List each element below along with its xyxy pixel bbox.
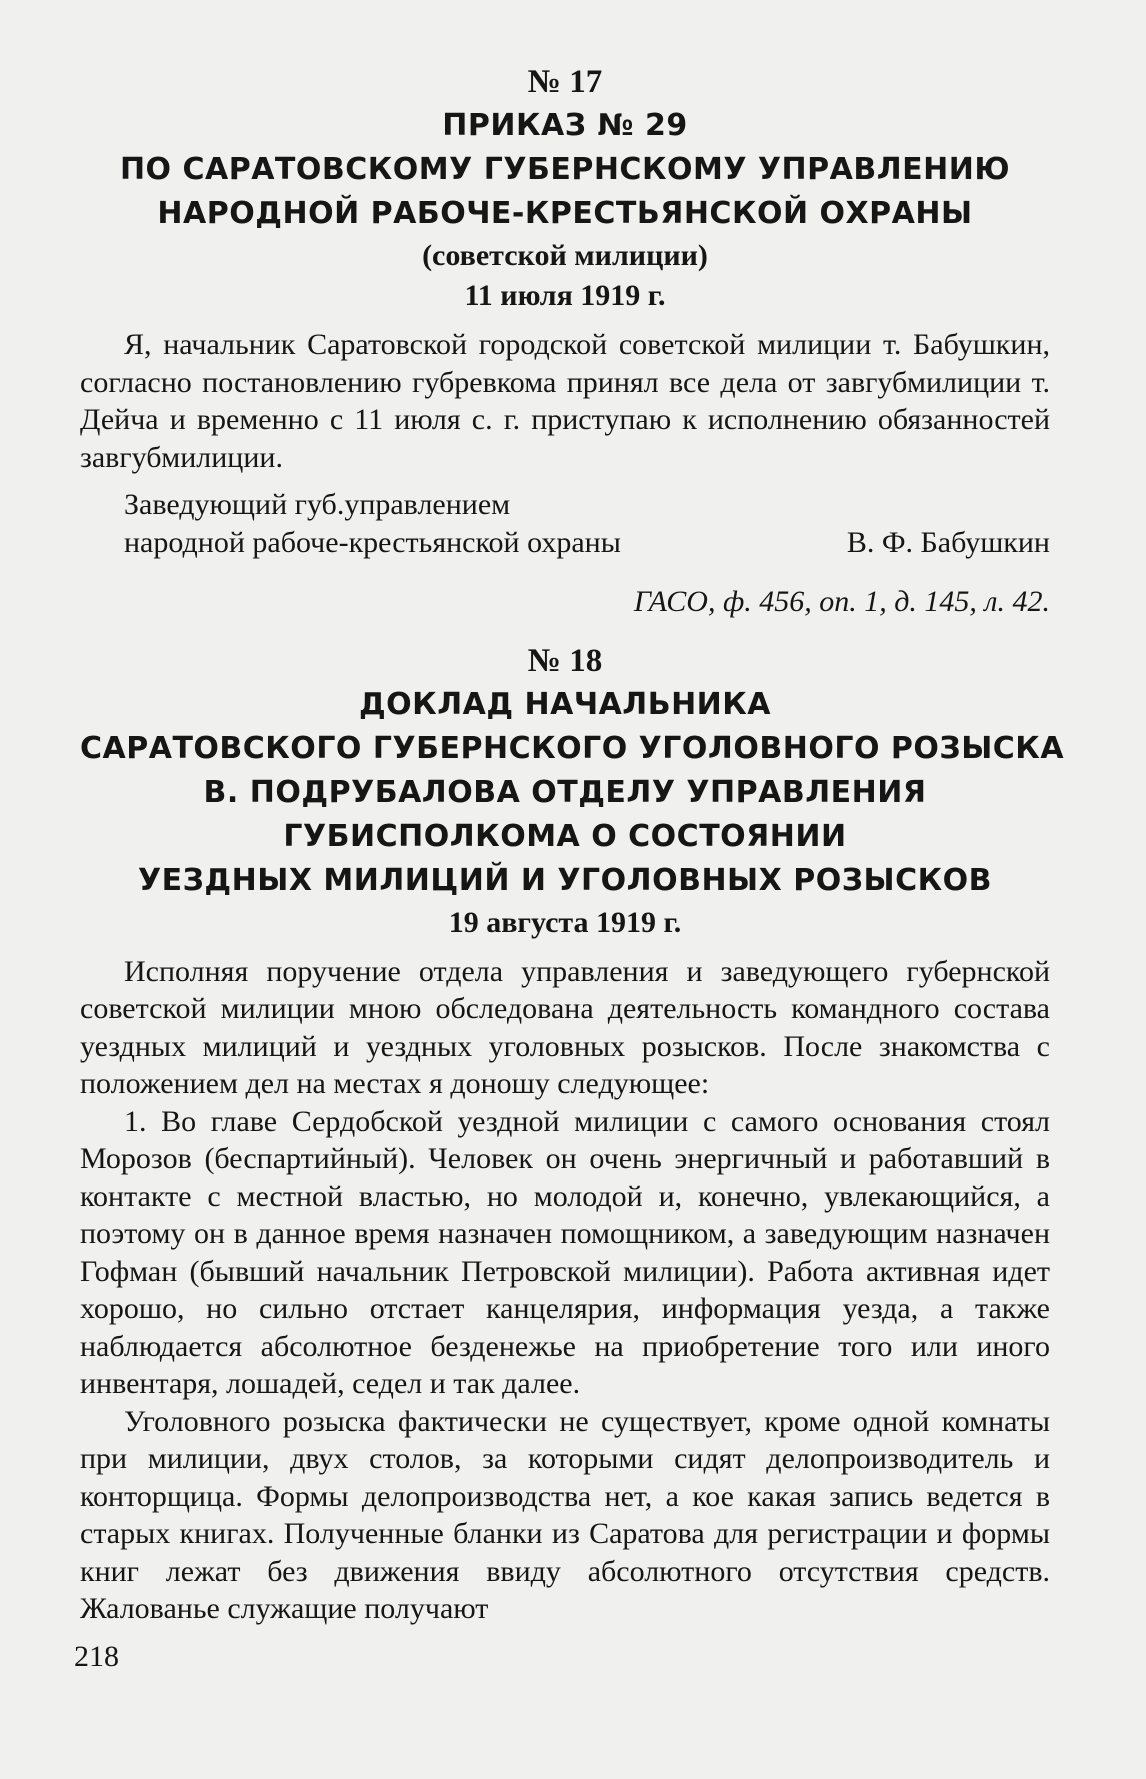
page-number: 218 bbox=[74, 1640, 119, 1673]
doc18-title-line5: УЕЗДНЫХ МИЛИЦИЙ И УГОЛОВНЫХ РОЗЫСКОВ bbox=[137, 862, 993, 898]
page-content bbox=[80, 60, 1065, 1628]
doc17-subtitle: (советской милиции) bbox=[422, 239, 708, 272]
document-18 bbox=[80, 639, 1065, 1628]
doc18-date: 19 августа 1919 г. bbox=[448, 905, 682, 939]
doc18-title-line1: ДОКЛАД НАЧАЛЬНИКА bbox=[358, 686, 772, 722]
doc17-archive-source: ГАСО, ф. 456, оп. 1, д. 145, л. 42. bbox=[633, 585, 1050, 618]
doc18-title-line3: В. ПОДРУБАЛОВА ОТДЕЛУ УПРАВЛЕНИЯ bbox=[203, 774, 927, 810]
doc18-paragraph-1: Исполняя поручение отдела управления и заведующего губернской советской милиции мною обследована деятельность командного состава уездных милиций и уездных уголовных розысков. После знакомства с положением дел на местах я доношу следующее: bbox=[80, 954, 1050, 1100]
doc18-number: № 18 bbox=[527, 642, 603, 679]
doc17-signature-name: В. Ф. Бабушкин bbox=[846, 525, 1050, 559]
doc17-body: Я, начальник Саратовской городской советской милиции т. Бабушкин, согласно постановлению губревкома принял все дела от завгубмилиции т. Дейча и временно с 11 июля с. г. приступаю к исполнению обязанностей завгубмилиции. bbox=[80, 328, 1050, 474]
doc17-title-line1: ПО САРАТОВСКОМУ ГУБЕРНСКОМУ УПРАВЛЕНИЮ bbox=[119, 152, 1011, 187]
doc18-title-line2: САРАТОВСКОГО ГУБЕРНСКОГО УГОЛОВНОГО РОЗЫСКА bbox=[80, 730, 1065, 766]
doc17-order-title: ПРИКАЗ № 29 bbox=[442, 108, 688, 143]
doc17-signature-title: Заведующий губ.управлением bbox=[124, 488, 511, 521]
doc17-date: 11 июля 1919 г. bbox=[464, 279, 666, 312]
doc17-signature-org: народной рабоче-крестьянской охраны bbox=[124, 525, 621, 559]
doc17-signature-row bbox=[124, 524, 1050, 562]
doc18-title-line4: ГУБИСПОЛКОМА О СОСТОЯНИИ bbox=[283, 818, 847, 854]
doc17-number: № 17 bbox=[527, 64, 603, 100]
document-17 bbox=[80, 60, 1050, 621]
doc17-title-line2: НАРОДНОЙ РАБОЧЕ-КРЕСТЬЯНСКОЙ ОХРАНЫ bbox=[157, 196, 973, 231]
doc18-paragraph-2: 1. Во главе Сердобской уездной милиции с самого основания стоял Морозов (беспартийный). Человек он очень энергичный и работавший в контакте с местной властью, но молодой и, конечно, увлекающийся, а поэтому он в данное время назначен помощником, а заведующим назначен Гофман (бывший начальник Петровской милиции). Работа активная идет хорошо, но сильно отстает канцелярия, информация уезда, а также наблюдается абсолютное безденежье на приобретение того или иного инвентаря, лошадей, седел и так далее. bbox=[80, 1104, 1050, 1400]
doc18-paragraph-3: Уголовного розыска фактически не существует, кроме одной комнаты при милиции, двух столов, за которыми сидят делопроизводитель и конторщица. Формы делопроизводства нет, а кое какая запись ведется в старых книгах. Полученные бланки из Саратова для регистрации и формы книг лежат без движения ввиду абсолютного отсутствия средств. Жалованье служащие получают bbox=[80, 1404, 1050, 1625]
